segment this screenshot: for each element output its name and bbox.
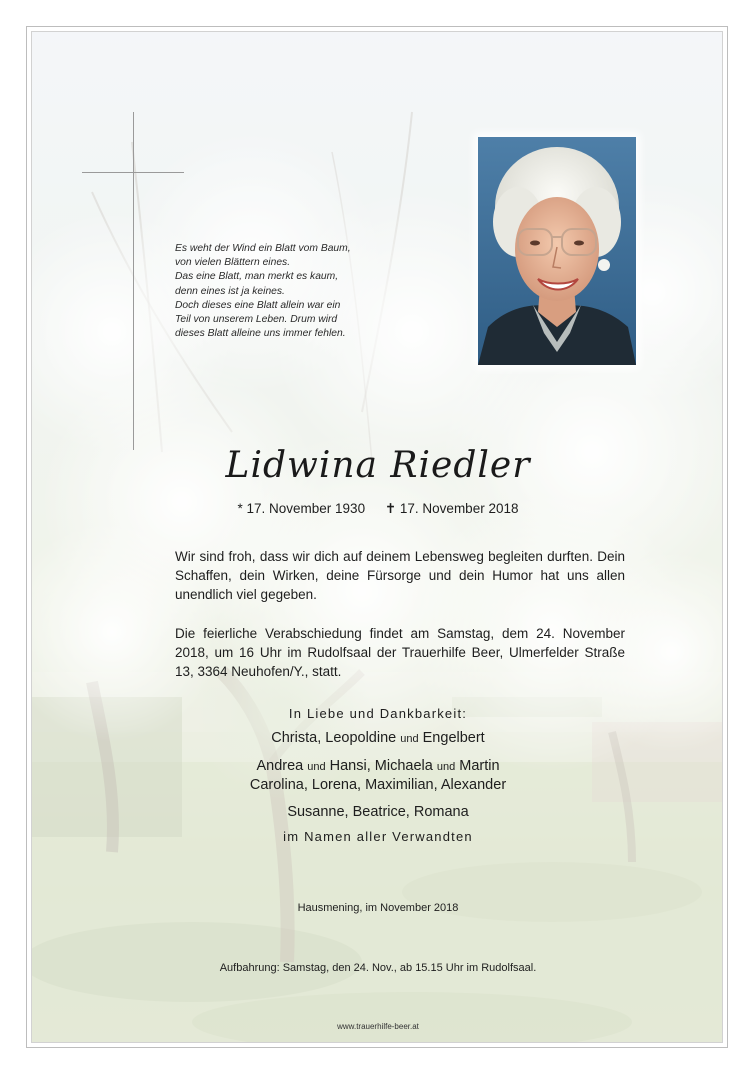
family-conjunction: und <box>436 761 456 773</box>
poem-line: von vielen Blättern eines. <box>175 257 291 269</box>
family-names: Christa, Leopoldine <box>271 730 397 746</box>
ceremony-paragraph: Die feierliche Verabschiedung findet am Samstag, dem 24. November 2018, um 16 Uhr im Rudolfsaal der Trauerhilfe Beer, Ulmerfelder Straße 13, 3364 Neuhofen/Y., statt. <box>175 626 625 679</box>
family-names: Martin <box>459 758 500 774</box>
family-conjunction: und <box>400 733 419 745</box>
death-date: ✝ 17. November 2018 <box>384 501 519 516</box>
cross-horizontal-line <box>82 172 184 173</box>
poem-line: denn eines ist ja keines. <box>175 285 285 297</box>
poem-line: Das eine Blatt, man merkt es kaum, <box>175 271 339 283</box>
life-dates <box>0 501 756 517</box>
family-names: Hansi, Michaela <box>329 758 433 774</box>
viewing-info: Aufbahrung: Samstag, den 24. Nov., ab 15.15 Uhr im Rudolfsaal. <box>219 962 537 974</box>
family-line-3: Carolina, Lorena, Maximilian, Alexander <box>249 777 507 793</box>
family-line-2 <box>0 758 756 774</box>
poem <box>175 242 415 341</box>
thanks-line: In Liebe und Dankbarkeit: <box>288 706 468 721</box>
poem-line: Teil von unserem Leben. Drum wird <box>175 314 338 326</box>
family-conjunction: und <box>307 761 326 773</box>
portrait-photo <box>478 137 636 365</box>
family-names: Andrea <box>256 758 304 774</box>
poem-line: Es weht der Wind ein Blatt vom Baum, <box>175 243 351 254</box>
deceased-name: Lidwina Riedler <box>225 445 531 486</box>
website-link[interactable]: www.trauerhilfe-beer.at <box>337 1022 419 1031</box>
cross-vertical-line <box>133 112 134 450</box>
family-names: Engelbert <box>422 730 485 746</box>
family-line-4: Susanne, Beatrice, Romana <box>287 804 469 820</box>
place-date: Hausmening, im November 2018 <box>297 902 459 914</box>
family-line-1 <box>0 730 756 746</box>
poem-line: dieses Blatt alleine uns immer fehlen. <box>175 328 346 340</box>
relatives-line: im Namen aller Verwandten <box>283 829 473 844</box>
birth-date: * 17. November 1930 <box>237 501 366 516</box>
poem-line: Doch dieses eine Blatt allein war ein <box>175 299 341 311</box>
remembrance-paragraph: Wir sind froh, dass wir dich auf deinem Lebensweg begleiten durften. Dein Schaffen, dein Wirken, deine Fürsorge und dein Humor hat uns allen unendlich viel gegeben. <box>175 549 625 602</box>
